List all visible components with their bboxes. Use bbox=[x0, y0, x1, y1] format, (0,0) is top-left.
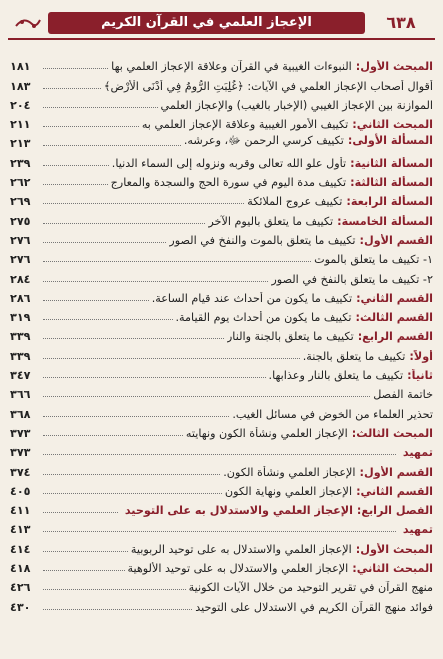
leader-dots bbox=[43, 165, 109, 166]
entry-text bbox=[142, 118, 433, 131]
entry-text bbox=[111, 176, 433, 189]
leader-dots bbox=[43, 107, 158, 108]
entry-title: تكييف ما يتعلق بالجنة والنار bbox=[226, 330, 354, 344]
toc-entry bbox=[10, 228, 433, 247]
entry-title: تحذير العلماء من الخوض في مسائل الغيب. bbox=[232, 407, 433, 421]
entry-heading: المسألة الثانية: bbox=[350, 156, 433, 170]
entry-page-number: ٣٧٤ bbox=[10, 465, 31, 479]
entry-page-number: ٣٧٣ bbox=[10, 446, 31, 460]
entry-text bbox=[184, 133, 433, 150]
entry-title: تكييف كرسي الرحمن ﷻ، وعرشه. bbox=[183, 134, 344, 148]
entry-page-number: ٢٦٩ bbox=[10, 195, 31, 209]
toc-entry bbox=[10, 324, 433, 343]
entry-page-number: ٢٧٦ bbox=[10, 233, 31, 247]
toc-entry bbox=[10, 247, 433, 266]
leader-dots bbox=[43, 474, 220, 475]
entry-page-number: ٤٠٥ bbox=[10, 484, 31, 498]
entry-heading: القسم الرابع: bbox=[357, 330, 433, 344]
toc-entry bbox=[10, 440, 433, 459]
entry-heading: المسألة الثالثة: bbox=[350, 176, 433, 190]
entry-title: فوائد منهج القرآن الكريم في الاستدلال على التوحيد bbox=[195, 600, 433, 614]
leader-dots bbox=[43, 184, 108, 185]
toc-entry bbox=[10, 112, 433, 131]
leader-dots bbox=[43, 281, 268, 282]
entry-page-number: ٣٣٩ bbox=[10, 330, 31, 344]
entry-text bbox=[121, 504, 433, 517]
leader-dots bbox=[43, 589, 186, 590]
entry-text bbox=[128, 562, 434, 575]
entry-title: تأول علو الله تعالى وقربه ونزوله إلى السماء الدنيا. bbox=[111, 156, 347, 170]
entry-text bbox=[399, 446, 433, 459]
toc-entry bbox=[10, 459, 433, 478]
entry-heading: المسألة الأولى: bbox=[347, 134, 433, 148]
toc-entry bbox=[10, 286, 433, 305]
toc-entry bbox=[10, 343, 433, 362]
toc-entry bbox=[10, 517, 433, 536]
entry-title: تكييف ما يتعلق باليوم الآخر bbox=[208, 214, 334, 228]
entry-text bbox=[208, 215, 433, 228]
entry-title: تكييف ما يتعلق بالموت والنفخ في الصور bbox=[169, 233, 356, 247]
toc-entry bbox=[10, 363, 433, 382]
entry-text bbox=[373, 388, 433, 401]
entry-page-number: ٢٠٤ bbox=[10, 98, 31, 112]
entry-page-number: ٢٦٢ bbox=[10, 176, 31, 190]
leader-dots bbox=[43, 358, 300, 359]
entry-page-number: ٢٨٤ bbox=[10, 272, 31, 286]
leader-dots bbox=[43, 338, 224, 339]
toc-entry bbox=[10, 498, 433, 517]
running-title: الإعجاز العلمي في القرآن الكريم bbox=[48, 12, 365, 34]
entry-page-number: ٤١٨ bbox=[10, 562, 31, 576]
entry-heading: المبحث الثاني: bbox=[352, 562, 433, 576]
entry-title: منهج القرآن في تقرير التوحيد من خلال الآيات الكونية bbox=[188, 581, 433, 595]
entry-title: أقوال أصحاب الإعجاز العلمي في الآيات: ﴿غُلِبَتِ الرُّومُ فِي أَدْنَى الْأَرْضِ﴾ bbox=[103, 79, 433, 93]
toc-entry bbox=[10, 208, 433, 227]
entry-heading: القسم الثاني: bbox=[356, 291, 433, 305]
leader-dots bbox=[43, 512, 118, 513]
toc-entry bbox=[10, 575, 433, 594]
floral-ornament-icon bbox=[14, 10, 42, 36]
entry-page-number: ٢١٣ bbox=[10, 137, 31, 151]
leader-dots bbox=[43, 126, 139, 127]
leader-dots bbox=[43, 551, 128, 552]
leader-dots bbox=[43, 261, 311, 262]
entry-text bbox=[314, 253, 433, 266]
entry-page-number: ٢٧٥ bbox=[10, 214, 31, 228]
entry-heading: تمهيد bbox=[402, 523, 433, 537]
entry-page-number: ١٨١ bbox=[10, 60, 31, 74]
entry-page-number: ٣٧٣ bbox=[10, 426, 31, 440]
entry-title: تكييف ما يتعلق بالنار وعذابها. bbox=[268, 369, 404, 383]
entry-page-number: ٤١٣ bbox=[10, 523, 31, 537]
entry-title: الإعجاز العلمي والاستدلال به على توحيد الربوبية bbox=[130, 542, 352, 556]
entry-title: تكييف عروج الملائكة bbox=[247, 195, 343, 209]
toc-entry bbox=[10, 421, 433, 440]
entry-text bbox=[176, 311, 434, 324]
leader-dots bbox=[43, 416, 229, 417]
toc-entry bbox=[10, 150, 433, 169]
entry-title: الإعجاز العلمي ونشأة الكون. bbox=[223, 465, 356, 479]
entry-text bbox=[189, 581, 433, 594]
leader-dots bbox=[43, 145, 181, 146]
entry-title: الإعجاز العلمي ونهاية الكون bbox=[224, 484, 353, 498]
entry-title: تكييف مدة اليوم في سورة الحج والسجدة والمعارج bbox=[110, 176, 347, 190]
header-rule bbox=[8, 38, 435, 40]
entry-text bbox=[131, 543, 433, 556]
entry-text bbox=[247, 195, 433, 208]
entry-page-number: ٢٣٩ bbox=[10, 156, 31, 170]
entry-heading: ثانياً: bbox=[407, 369, 433, 383]
entry-text bbox=[186, 427, 433, 440]
entry-title: النبوءات الغيبية في القرآن وعلاقة الإعجاز العلمي بها bbox=[111, 60, 352, 74]
entry-text bbox=[104, 80, 433, 93]
entry-title: تكييف ما يكون من أحداث يوم القيامة. bbox=[175, 311, 352, 325]
entry-text bbox=[271, 273, 433, 286]
leader-dots bbox=[43, 531, 396, 532]
entry-heading: المبحث الأول: bbox=[355, 542, 433, 556]
entry-text bbox=[269, 369, 433, 382]
entry-text bbox=[152, 292, 433, 305]
entry-page-number: ٣٦٦ bbox=[10, 388, 31, 402]
entry-heading: القسم الثاني: bbox=[356, 484, 433, 498]
entry-text bbox=[161, 99, 434, 112]
leader-dots bbox=[43, 242, 166, 243]
entry-text bbox=[232, 408, 433, 421]
leader-dots bbox=[43, 609, 192, 610]
entry-text bbox=[169, 234, 433, 247]
entry-heading: المسألة الخامسة: bbox=[337, 214, 433, 228]
entry-title: ١- تكييف ما يتعلق بالموت bbox=[314, 253, 433, 267]
toc-entry bbox=[10, 305, 433, 324]
toc-entry bbox=[10, 73, 433, 92]
entry-heading: المبحث الثالث: bbox=[351, 426, 433, 440]
entry-page-number: ٢٧٦ bbox=[10, 253, 31, 267]
toc-entry bbox=[10, 54, 433, 73]
entry-page-number: ٢١١ bbox=[10, 118, 31, 132]
page-header bbox=[8, 8, 435, 42]
entry-heading: القسم الأول: bbox=[359, 233, 433, 247]
entry-title: تكييف ما يتعلق بالجنة. bbox=[302, 349, 406, 363]
entry-page-number: ٢٨٦ bbox=[10, 291, 31, 305]
entry-title: الإعجاز العلمي ونشأة الكون ونهايته bbox=[185, 426, 348, 440]
entry-title: تكييف ما يكون من أحداث عند قيام الساعة. bbox=[151, 291, 353, 305]
entry-page-number: ٤١١ bbox=[10, 504, 31, 518]
entry-page-number: ٣١٩ bbox=[10, 311, 31, 325]
leader-dots bbox=[43, 300, 149, 301]
entry-page-number: ٤١٤ bbox=[10, 542, 31, 556]
entry-text bbox=[225, 485, 433, 498]
entry-heading: المبحث الثاني: bbox=[352, 118, 433, 132]
toc-entry bbox=[10, 382, 433, 401]
entry-text bbox=[303, 350, 433, 363]
leader-dots bbox=[43, 223, 205, 224]
entry-text bbox=[223, 466, 433, 479]
leader-dots bbox=[43, 493, 222, 494]
toc-entry bbox=[10, 189, 433, 208]
page-number: ٦٣٨ bbox=[386, 13, 416, 32]
entry-page-number: ٣٦٨ bbox=[10, 407, 31, 421]
leader-dots bbox=[43, 319, 173, 320]
toc-entry bbox=[10, 594, 433, 613]
entry-heading: المسألة الرابعة: bbox=[346, 195, 433, 209]
entry-title: ٢- تكييف ما يتعلق بالنفخ في الصور bbox=[271, 272, 433, 286]
toc-entry bbox=[10, 536, 433, 555]
toc-entry bbox=[10, 131, 433, 150]
entry-title: الموازنة بين الإعجاز الغيبي (الإخبار بالغيب) والإعجاز العلمي bbox=[160, 98, 433, 112]
entry-page-number: ٣٣٩ bbox=[10, 349, 31, 363]
toc-entry bbox=[10, 170, 433, 189]
toc-entry bbox=[10, 266, 433, 285]
entry-heading: القسم الأول: bbox=[359, 465, 433, 479]
entry-page-number: ٣٤٧ bbox=[10, 369, 31, 383]
entry-text bbox=[195, 601, 433, 614]
leader-dots bbox=[43, 68, 108, 69]
leader-dots bbox=[43, 377, 266, 378]
entry-text bbox=[399, 523, 433, 536]
leader-dots bbox=[43, 396, 370, 397]
entry-heading: القسم الثالث: bbox=[355, 311, 433, 325]
entry-title: الإعجاز العلمي والاستدلال به على توحيد الألوهية bbox=[127, 562, 349, 576]
leader-dots bbox=[43, 88, 101, 89]
entry-page-number: ٤٢٦ bbox=[10, 581, 31, 595]
toc-entry bbox=[10, 93, 433, 112]
entry-text bbox=[112, 157, 433, 170]
entry-heading: المبحث الأول: bbox=[355, 60, 433, 74]
entry-text bbox=[111, 60, 433, 73]
entry-page-number: ١٨٣ bbox=[10, 79, 31, 93]
entry-heading: أولاً: bbox=[409, 349, 433, 363]
leader-dots bbox=[43, 203, 244, 204]
toc-entry bbox=[10, 479, 433, 498]
entry-page-number: ٤٣٠ bbox=[10, 600, 31, 614]
entry-heading: الفصل الرابع: الإعجاز العلمي والاستدلال به على التوحيد bbox=[124, 504, 433, 518]
leader-dots bbox=[43, 454, 396, 455]
toc-entry bbox=[10, 401, 433, 420]
entry-text bbox=[227, 330, 433, 343]
entry-heading: تمهيد bbox=[402, 446, 433, 460]
toc-list bbox=[10, 54, 433, 614]
entry-title: تكييف الأمور الغيبية وعلاقة الإعجاز العلمي به bbox=[141, 118, 349, 132]
leader-dots bbox=[43, 435, 183, 436]
entry-title: خاتمة الفصل bbox=[373, 388, 433, 402]
toc-entry bbox=[10, 556, 433, 575]
leader-dots bbox=[43, 570, 125, 571]
